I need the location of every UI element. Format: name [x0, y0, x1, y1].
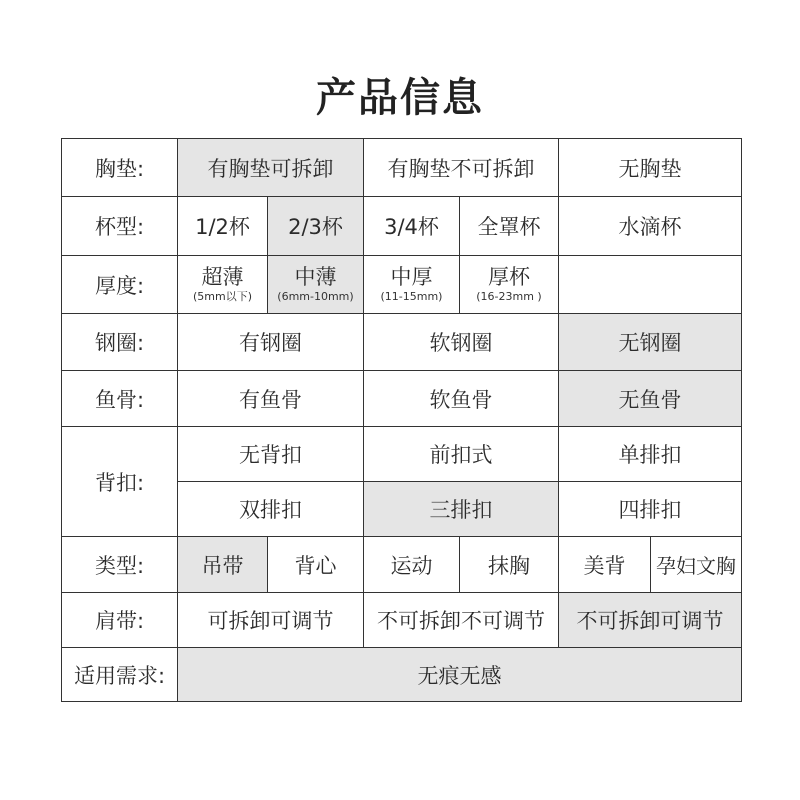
- label-cup: 杯型:: [62, 197, 178, 256]
- label-type: 类型:: [62, 537, 178, 593]
- thickness-name: 中薄: [294, 264, 337, 289]
- option-pad-fixed: 有胸垫不可拆卸: [364, 139, 559, 197]
- option-type-tube: 抹胸: [460, 537, 559, 593]
- option-bone-soft: 软鱼骨: [364, 371, 559, 427]
- thickness-range: (6mm-10mm): [277, 289, 354, 303]
- option-clasp-double: 双排扣: [178, 482, 364, 537]
- option-thickness-medium: [364, 256, 460, 314]
- option-clasp-front: 前扣式: [364, 427, 559, 482]
- option-cup-half: 1/2杯: [178, 197, 268, 256]
- option-type-sport: 运动: [364, 537, 460, 593]
- option-strap-removable-adjustable: 可拆卸可调节: [178, 593, 364, 648]
- option-type-maternity: 孕妇文胸: [651, 537, 742, 593]
- label-bone: 鱼骨:: [62, 371, 178, 427]
- option-type-beauty-back: 美背: [559, 537, 651, 593]
- page-title: 产品信息: [316, 75, 484, 121]
- option-pad-removable: 有胸垫可拆卸: [178, 139, 364, 197]
- thickness-name: 超薄: [201, 264, 244, 289]
- option-cup-drop: 水滴杯: [559, 197, 742, 256]
- option-strap-fixed: 不可拆卸不可调节: [364, 593, 559, 648]
- option-clasp-quad: 四排扣: [559, 482, 742, 537]
- option-clasp-triple: 三排扣: [364, 482, 559, 537]
- option-clasp-single: 单排扣: [559, 427, 742, 482]
- option-wire-yes: 有钢圈: [178, 314, 364, 371]
- option-cup-three-quarters: 3/4杯: [364, 197, 460, 256]
- option-type-cami: 吊带: [178, 537, 268, 593]
- thickness-range: (11-15mm): [380, 289, 443, 303]
- product-info-table: [61, 138, 742, 702]
- option-type-vest: 背心: [268, 537, 364, 593]
- option-thickness-ultrathin: [178, 256, 268, 314]
- option-wire-soft: 软钢圈: [364, 314, 559, 371]
- thickness-range: (5mm以下): [192, 289, 252, 303]
- need-value: 无痕无感: [178, 648, 742, 702]
- label-wire: 钢圈:: [62, 314, 178, 371]
- label-pad: 胸垫:: [62, 139, 178, 197]
- option-thickness-thick: [460, 256, 559, 314]
- option-clasp-none: 无背扣: [178, 427, 364, 482]
- label-clasp: 背扣:: [62, 427, 178, 537]
- option-cup-two-thirds: 2/3杯: [268, 197, 364, 256]
- option-bone-none: 无鱼骨: [559, 371, 742, 427]
- option-wire-none: 无钢圈: [559, 314, 742, 371]
- option-strap-fixed-adjustable: 不可拆卸可调节: [559, 593, 742, 648]
- option-cup-full: 全罩杯: [460, 197, 559, 256]
- thickness-name: 中厚: [390, 264, 433, 289]
- option-pad-none: 无胸垫: [559, 139, 742, 197]
- option-thickness-thin: [268, 256, 364, 314]
- thickness-name: 厚杯: [488, 264, 530, 289]
- label-thickness: 厚度:: [62, 256, 178, 314]
- thickness-range: (16-23mm ): [476, 289, 542, 303]
- empty-cell: [559, 256, 742, 314]
- label-need: 适用需求:: [62, 648, 178, 702]
- label-strap: 肩带:: [62, 593, 178, 648]
- option-bone-yes: 有鱼骨: [178, 371, 364, 427]
